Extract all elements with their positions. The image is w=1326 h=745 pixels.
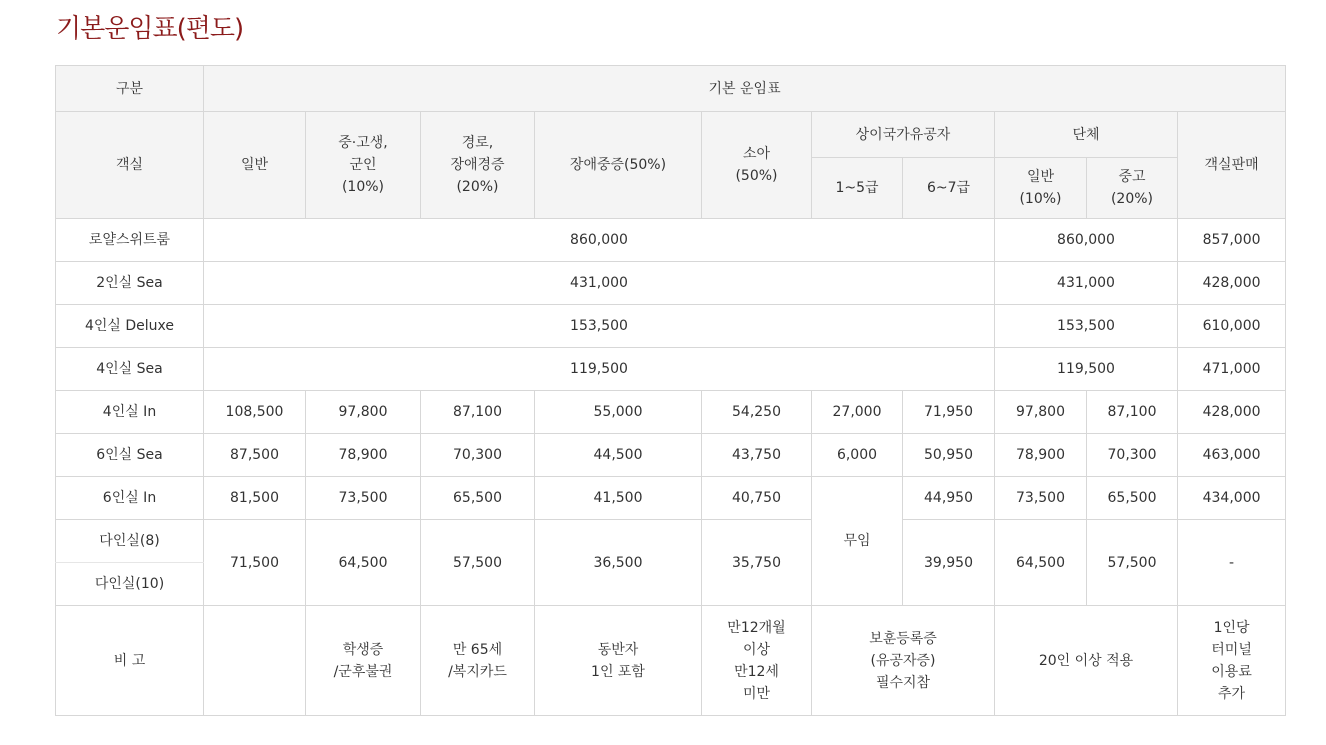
cabin-name: 4인실 In [56,391,204,434]
fare-group-general: 64,500 [995,520,1087,606]
cabin-name: 다인실(10) [56,563,204,606]
fare-veteran-6-7: 50,950 [903,434,995,477]
room-sale-cell: 434,000 [1178,477,1286,520]
fare-group-middle-high: 57,500 [1087,520,1178,606]
header-category: 구분 [56,66,204,112]
fare-group-general: 78,900 [995,434,1087,477]
cabin-name: 2인실 Sea [56,262,204,305]
header-group-middle-high: 중고 (20%) [1087,158,1178,219]
fare-student: 64,500 [306,520,421,606]
cabin-name: 로얄스위트룸 [56,219,204,262]
fare-student: 73,500 [306,477,421,520]
fare-disabled: 55,000 [535,391,702,434]
room-sale-cell: 428,000 [1178,262,1286,305]
table-row [56,262,1286,305]
header-group-general: 일반 (10%) [995,158,1087,219]
remarks-label: 비 고 [56,606,204,716]
group-fare-cell: 431,000 [995,262,1178,305]
fare-group-middle-high: 87,100 [1087,391,1178,434]
header-child: 소아 (50%) [702,112,812,219]
fare-group-general: 97,800 [995,391,1087,434]
table-row [56,219,1286,262]
fare-group-middle-high: 70,300 [1087,434,1178,477]
fare-veteran-1-5: 6,000 [812,434,903,477]
cabin-name: 다인실(8) [56,520,204,563]
remarks-room-sale: 1인당 터미널 이용료 추가 [1178,606,1286,716]
cabin-name: 6인실 In [56,477,204,520]
table-row [56,520,1286,563]
fare-child: 54,250 [702,391,812,434]
fare-cell: 153,500 [204,305,995,348]
header-student: 중·고생, 군인 (10%) [306,112,421,219]
fare-veteran-6-7: 44,950 [903,477,995,520]
fare-general: 87,500 [204,434,306,477]
table-row [56,434,1286,477]
remarks-disabled: 동반자 1인 포함 [535,606,702,716]
header-veteran-1-5: 1~5급 [812,158,903,219]
fare-elderly: 87,100 [421,391,535,434]
fare-student: 97,800 [306,391,421,434]
fare-cell: 431,000 [204,262,995,305]
header-elderly: 경로, 장애경증 (20%) [421,112,535,219]
fare-cell: 860,000 [204,219,995,262]
table-row [56,305,1286,348]
remarks-elderly: 만 65세 /복지카드 [421,606,535,716]
room-sale-cell: 428,000 [1178,391,1286,434]
header-veteran: 상이국가유공자 [812,112,995,158]
remarks-child: 만12개월 이상 만12세 미만 [702,606,812,716]
group-fare-cell: 153,500 [995,305,1178,348]
page-title: 기본운임표(편도) [56,14,244,44]
room-sale-cell: 463,000 [1178,434,1286,477]
fare-elderly: 65,500 [421,477,535,520]
cabin-name: 4인실 Deluxe [56,305,204,348]
fare-table-container [55,65,1285,716]
table-row [56,391,1286,434]
header-group: 단체 [995,112,1178,158]
header-general: 일반 [204,112,306,219]
fare-child: 43,750 [702,434,812,477]
cabin-name: 6인실 Sea [56,434,204,477]
header-row-2 [56,112,1286,158]
fare-general: 108,500 [204,391,306,434]
fare-elderly: 57,500 [421,520,535,606]
fare-veteran-6-7: 39,950 [903,520,995,606]
fare-child: 35,750 [702,520,812,606]
header-disabled-severe: 장애중증(50%) [535,112,702,219]
fare-veteran-free: 무임 [812,477,903,606]
group-fare-cell: 860,000 [995,219,1178,262]
fare-veteran-1-5: 27,000 [812,391,903,434]
fare-disabled: 44,500 [535,434,702,477]
fare-veteran-6-7: 71,950 [903,391,995,434]
fare-cell: 119,500 [204,348,995,391]
header-veteran-6-7: 6~7급 [903,158,995,219]
room-sale-cell: - [1178,520,1286,606]
remarks-group: 20인 이상 적용 [995,606,1178,716]
remarks-general [204,606,306,716]
fare-group-middle-high: 65,500 [1087,477,1178,520]
header-fare-table: 기본 운임표 [204,66,1286,112]
remarks-row [56,606,1286,716]
fare-table [55,65,1286,716]
fare-student: 78,900 [306,434,421,477]
table-row [56,348,1286,391]
header-row-1 [56,66,1286,112]
fare-group-general: 73,500 [995,477,1087,520]
fare-disabled: 41,500 [535,477,702,520]
fare-general: 71,500 [204,520,306,606]
header-cabin: 객실 [56,112,204,219]
group-fare-cell: 119,500 [995,348,1178,391]
room-sale-cell: 471,000 [1178,348,1286,391]
cabin-name: 4인실 Sea [56,348,204,391]
remarks-veteran: 보훈등록증 (유공자증) 필수지참 [812,606,995,716]
fare-disabled: 36,500 [535,520,702,606]
table-row [56,477,1286,520]
room-sale-cell: 857,000 [1178,219,1286,262]
fare-general: 81,500 [204,477,306,520]
header-room-sale: 객실판매 [1178,112,1286,219]
fare-child: 40,750 [702,477,812,520]
remarks-student: 학생증 /군후불권 [306,606,421,716]
fare-elderly: 70,300 [421,434,535,477]
room-sale-cell: 610,000 [1178,305,1286,348]
